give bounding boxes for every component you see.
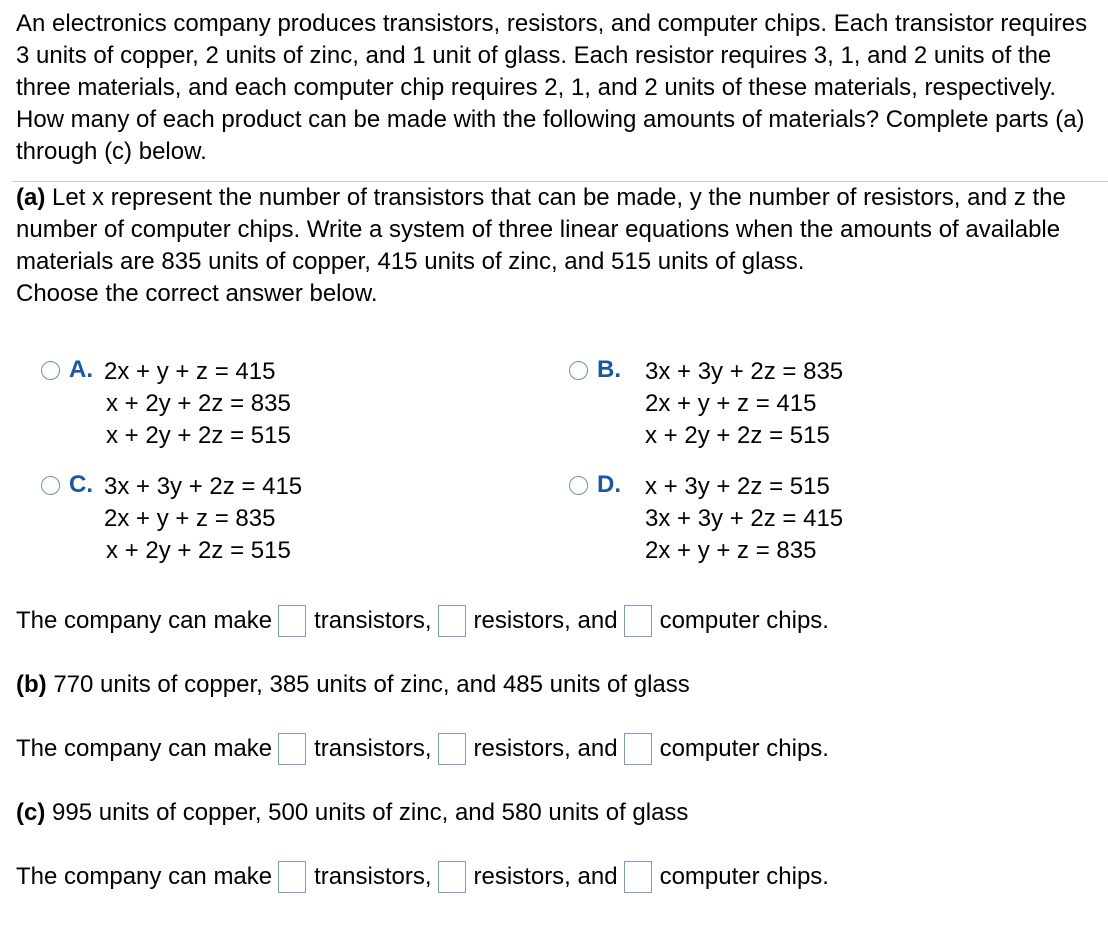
choice-b-equation-2: 2x + y + z = 415: [645, 390, 817, 417]
choice-c-radio[interactable]: [41, 476, 60, 495]
part-c-text: 995 units of copper, 500 units of zinc, and 580 units of glass: [45, 799, 689, 826]
answer-a-chips-label: computer chips.: [659, 607, 829, 634]
choice-a-equation-1: 2x + y + z = 415: [104, 358, 276, 385]
answer-b-chips-label: computer chips.: [659, 735, 829, 762]
part-a-label: (a): [16, 184, 46, 211]
choice-d-equation-2: 3x + 3y + 2z = 415: [645, 505, 844, 532]
answer-c-resistors-label: resistors, and: [473, 863, 618, 890]
answer-a-transistors-label: transistors,: [314, 607, 432, 634]
choice-c-letter: C.: [69, 471, 93, 498]
choice-c-equation-1: 3x + 3y + 2z = 415: [104, 473, 303, 500]
part-b-text: 770 units of copper, 385 units of zinc, and 485 units of glass: [46, 671, 690, 698]
choice-b-equation-1: 3x + 3y + 2z = 835: [645, 358, 844, 385]
choice-b-equation-3: x + 2y + 2z = 515: [645, 422, 830, 449]
answer-b-chips-input[interactable]: [624, 733, 652, 765]
answer-b-prefix: The company can make: [16, 735, 273, 762]
choice-a-equations: [104, 356, 291, 452]
answer-c-transistors-label: transistors,: [314, 863, 432, 890]
answer-b-transistors-input[interactable]: [278, 733, 306, 765]
answer-row-b: [16, 731, 829, 767]
choice-b-equations: [645, 356, 843, 452]
part-a-text: Let x represent the number of transistors that can be made, y the number of resistors, and z the number of computer chips. Write a system of three linear equations when the amounts of available materials are 835 units of copper, 415 units of zinc, and 515 units of glass.: [16, 184, 1066, 275]
part-b-label: (b): [16, 671, 47, 698]
answer-b-resistors-input[interactable]: [438, 733, 466, 765]
choice-a-equation-3: x + 2y + 2z = 515: [106, 422, 291, 449]
answer-c-prefix: The company can make: [16, 863, 273, 890]
answer-b-resistors-label: resistors, and: [473, 735, 618, 762]
choice-c-equation-3: x + 2y + 2z = 515: [106, 537, 291, 564]
part-a-instruction: Choose the correct answer below.: [16, 280, 378, 307]
part-b-prompt: [16, 669, 690, 701]
answer-a-resistors-label: resistors, and: [473, 607, 618, 634]
choice-b-letter: B.: [597, 356, 621, 383]
choice-d-radio[interactable]: [569, 476, 588, 495]
answer-c-resistors-input[interactable]: [438, 861, 466, 893]
choice-c-equations: [104, 471, 302, 567]
problem-statement: An electronics company produces transistors, resistors, and computer chips. Each transistor requires 3 units of copper, 2 units of zinc, and 1 unit of glass. Each resistor requires 3, 1, and 2 units of the three materials, and each computer chip requires 2, 1, and 2 units of these materials, respectively. How many of each product can be made with the following amounts of materials? Complete parts (a) through (c) below.: [16, 10, 1088, 165]
answer-row-a: [16, 603, 829, 639]
answer-a-prefix: The company can make: [16, 607, 273, 634]
choice-c-equation-2: 2x + y + z = 835: [104, 505, 276, 532]
answer-row-c: [16, 859, 829, 895]
answer-a-chips-input[interactable]: [624, 605, 652, 637]
choice-d-equation-3: 2x + y + z = 835: [645, 537, 817, 564]
answer-c-transistors-input[interactable]: [278, 861, 306, 893]
answer-a-transistors-input[interactable]: [278, 605, 306, 637]
answer-a-resistors-input[interactable]: [438, 605, 466, 637]
choice-b-radio[interactable]: [569, 361, 588, 380]
choice-a-letter: A.: [69, 356, 93, 383]
choice-a-equation-2: x + 2y + 2z = 835: [106, 390, 291, 417]
answer-b-transistors-label: transistors,: [314, 735, 432, 762]
choice-d-equation-1: x + 3y + 2z = 515: [645, 473, 830, 500]
part-a-prompt: [16, 182, 1101, 310]
part-c-prompt: [16, 797, 688, 829]
answer-c-chips-label: computer chips.: [659, 863, 829, 890]
answer-c-chips-input[interactable]: [624, 861, 652, 893]
choice-a-radio[interactable]: [41, 361, 60, 380]
part-c-label: (c): [16, 799, 46, 826]
choice-d-equations: [645, 471, 843, 567]
choice-d-letter: D.: [597, 471, 621, 498]
